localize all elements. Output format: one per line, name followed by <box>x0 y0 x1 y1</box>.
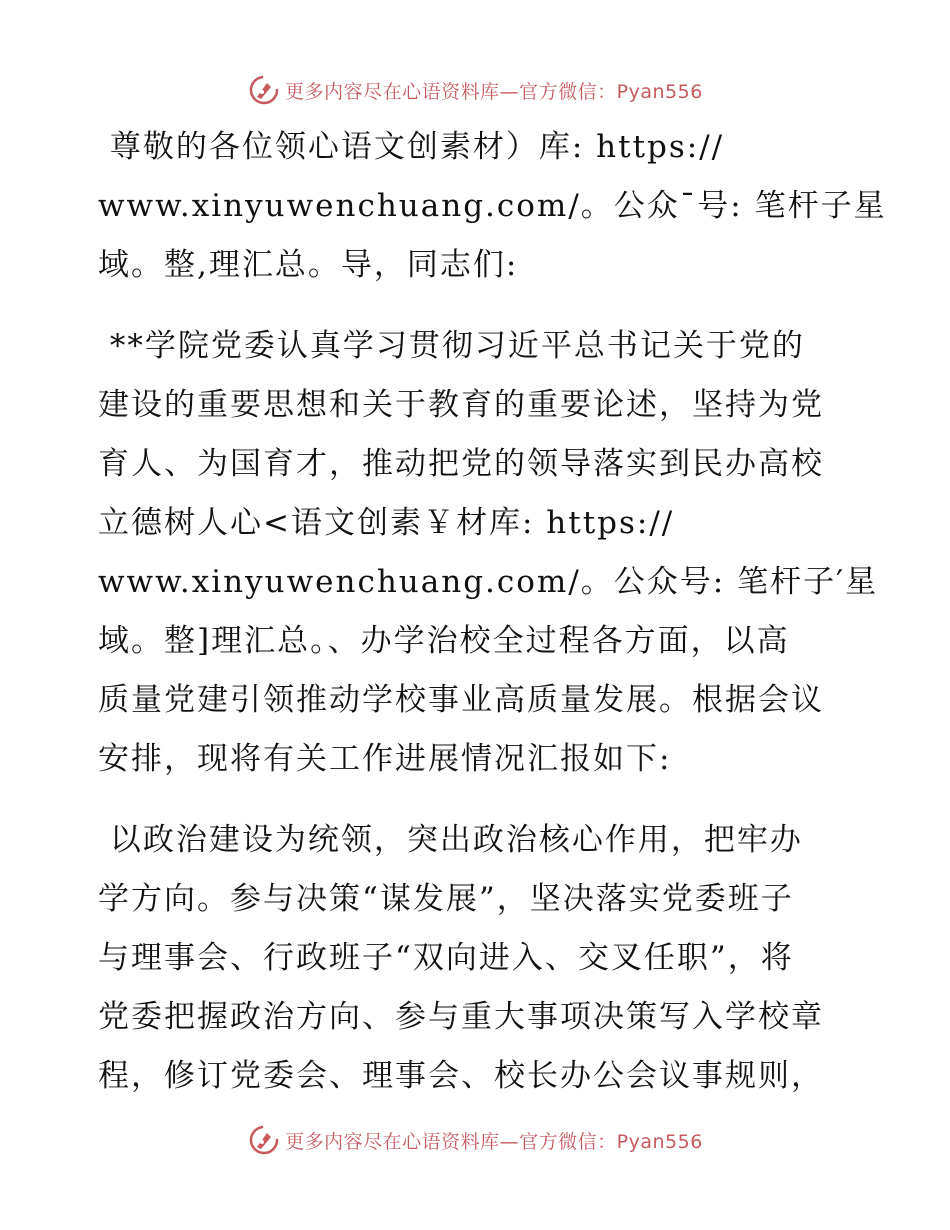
text-line: 质量党建引领推动学校事业高质量发展。根据会议 <box>98 682 824 718</box>
text-line: 域。整]理汇总。、办学治校全过程各方面，以高 <box>98 623 790 659</box>
text-line: 党委把握政治方向、参与重大事项决策写入学校章 <box>98 999 824 1035</box>
text-line: 程，修订党委会、理事会、校长办公会议事规则， <box>98 1058 824 1094</box>
text-line: www.xinyuwenchuang.com/。公众¯号: 笔杆子星 <box>98 188 887 224</box>
text-line: 立德树人心<语文创素￥材库: https:// <box>98 505 675 541</box>
pen-nib-swirl-logo-icon <box>247 1123 281 1157</box>
text-line: 建设的重要思想和关于教育的重要论述，坚持为党 <box>98 387 824 423</box>
text-line: 与理事会、行政班子“双向进入、交叉任职”，将 <box>98 940 794 976</box>
paragraph-political-building <box>98 811 850 1106</box>
watermark-text: 更多内容尽在心语资料库—官方微信：Pyan556 <box>285 80 703 103</box>
text-line: 以政治建设为统领，突出政治核心作用，把牢办 <box>98 822 803 858</box>
text-line: 域。整,理汇总。导，同志们: <box>98 247 519 283</box>
header-watermark <box>0 68 950 112</box>
text-line: 学方向。参与决策“谋发展”，坚决落实党委班子 <box>98 881 794 917</box>
text-line: 尊敬的各位领心语文创素材）库: https:// <box>98 129 725 165</box>
pen-nib-swirl-logo-icon <box>247 73 281 107</box>
text-line: 育人、为国育才，推动把党的领导落实到民办高校 <box>98 446 824 482</box>
document-body <box>98 118 887 1128</box>
paragraph-intro <box>98 317 879 789</box>
text-line: **学院党委认真学习贯彻习近平总书记关于党的 <box>98 328 805 364</box>
text-line: 安排，现将有关工作进展情况汇报如下: <box>98 741 672 777</box>
footer-watermark <box>0 1118 950 1162</box>
text-line: www.xinyuwenchuang.com/。公众号: 笔杆子′星 <box>98 564 879 600</box>
watermark-text: 更多内容尽在心语资料库—官方微信：Pyan556 <box>285 1130 703 1153</box>
paragraph-greeting <box>98 118 887 295</box>
